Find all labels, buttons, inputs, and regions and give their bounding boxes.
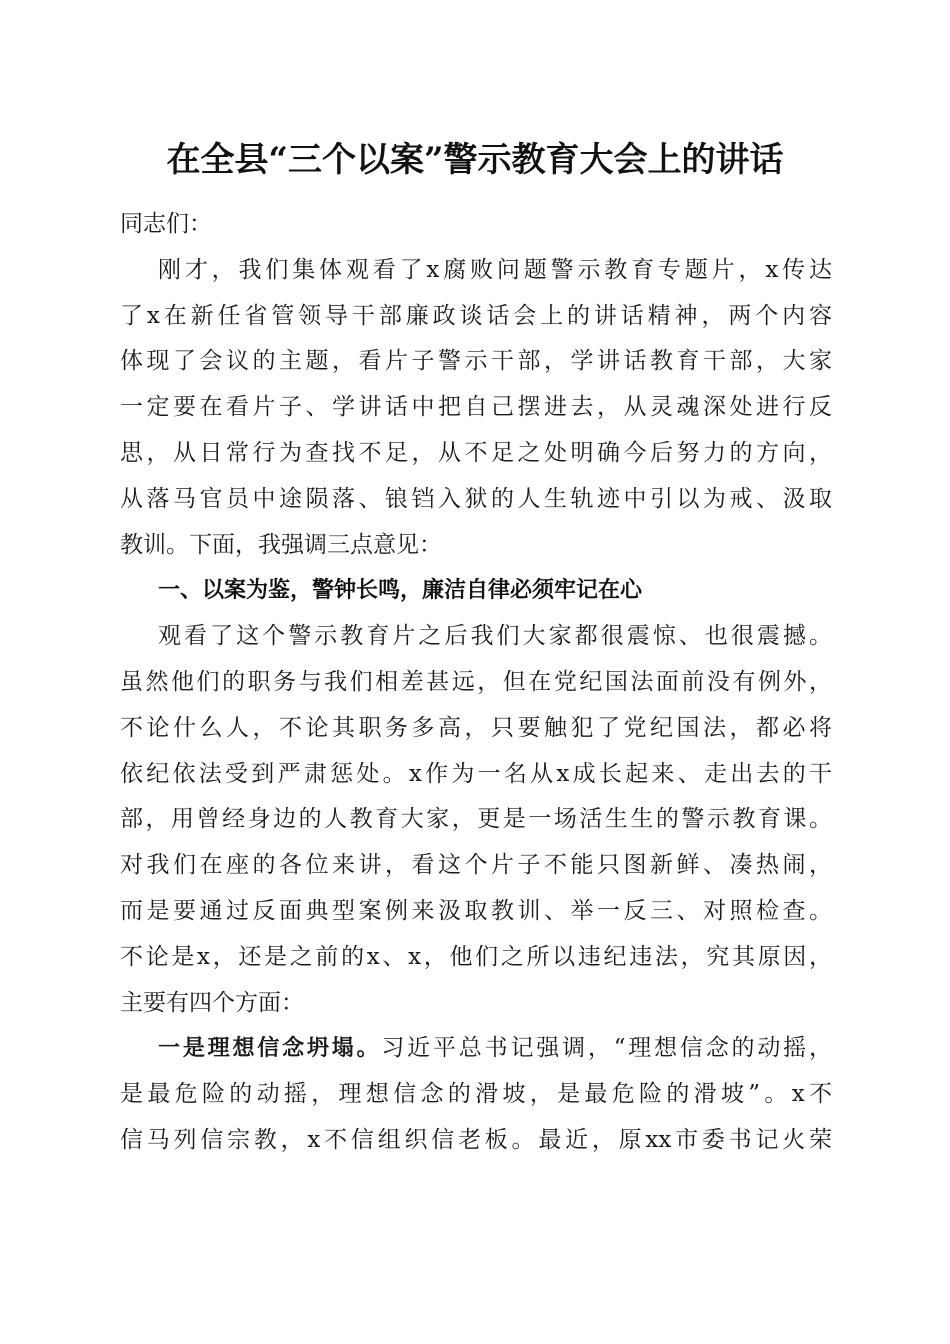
paragraph-line: 不论什么人，不论其职务多高，只要触犯了党纪国法，都必将: [120, 714, 832, 741]
point-one-rest: 习近平总书记强调，“理想信念的动摇，: [381, 1035, 832, 1062]
paragraph-line: 刚才，我们集体观看了x腐败问题警示教育专题片，x传达: [158, 256, 832, 283]
paragraph-line: 教训。下面，我强调三点意见：: [120, 531, 442, 558]
point-one-lead: 一是理想信念坍塌。: [158, 1036, 382, 1062]
paragraph-line: 部，用曾经身边的人教育大家，更是一场活生生的警示教育课。: [120, 806, 832, 833]
paragraph-line: 依纪依法受到严肃惩处。x作为一名从x成长起来、走出去的干: [120, 760, 832, 787]
section-heading: 一、以案为鉴，警钟长鸣，廉洁自律必须牢记在心: [158, 578, 643, 604]
paragraph-line: 虽然他们的职务与我们相差甚远，但在党纪国法面前没有例外，: [120, 668, 832, 695]
page-title: 在全县“三个以案”警示教育大会上的讲话: [166, 140, 784, 180]
paragraph-line: 是最危险的动摇，理想信念的滑坡，是最危险的滑坡”。x不: [120, 1081, 832, 1108]
paragraph-line: 主要有四个方面：: [120, 989, 304, 1016]
paragraph-line: 一定要在看片子、学讲话中把自己摆进去，从灵魂深处进行反: [120, 394, 832, 421]
salutation: 同志们：: [120, 211, 212, 237]
paragraph-line: 不论是x，还是之前的x、x，他们之所以违纪违法，究其原因，: [120, 943, 832, 970]
paragraph-line: 而是要通过反面典型案例来汲取教训、举一反三、对照检查。: [120, 897, 832, 924]
paragraph-line: 思，从日常行为查找不足，从不足之处明确今后努力的方向，: [120, 439, 832, 466]
document-body: [120, 202, 832, 1164]
paragraph-line: 对我们在座的各位来讲，看这个片子不能只图新鲜、凑热闹，: [120, 852, 832, 879]
paragraph-line: 从落马官员中途陨落、锒铛入狱的人生轨迹中引以为戒、汲取: [120, 485, 832, 512]
paragraph-line: 体现了会议的主题，看片子警示干部，学讲话教育干部，大家: [120, 348, 832, 375]
paragraph-line: 信马列信宗教，x不信组织信老板。最近，原xx市委书记火荣: [120, 1126, 832, 1153]
paragraph-line: 了x在新任省管领导干部廉政谈话会上的讲话精神，两个内容: [120, 302, 832, 329]
paragraph-line: 观看了这个警示教育片之后我们大家都很震惊、也很震撼。: [158, 623, 832, 650]
point-one-line: [120, 1026, 832, 1072]
